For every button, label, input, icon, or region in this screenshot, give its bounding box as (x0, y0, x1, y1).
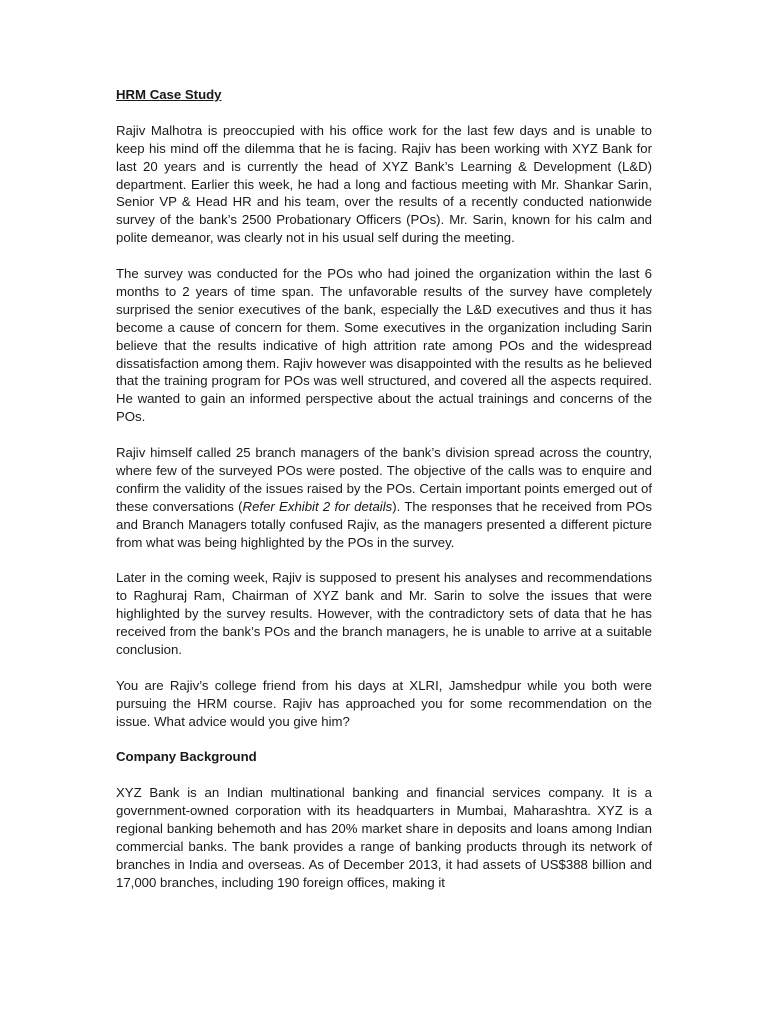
paragraph-advice: You are Rajiv’s college friend from his days at XLRI, Jamshedpur while you both were pursuing the HRM course. Rajiv has approached you for some recommendation on the issue. What advice would you give him? (116, 677, 652, 729)
section-heading-company-background: Company Background (116, 749, 257, 765)
paragraph-branch-managers (116, 444, 652, 551)
paragraph-presentation: Later in the coming week, Rajiv is supposed to present his analyses and recommendations to Raghuraj Ram, Chairman of XYZ bank and Mr. Sarin to solve the issues that were highlighted by the survey results. However, with the contradictory sets of data that he has received from the bank’s POs and the branch managers, he is unable to arrive at a suitable conclusion. (116, 570, 652, 658)
paragraph-company-background: XYZ Bank is an Indian multinational banking and financial services company. It is a government-owned corporation with its headquarters in Mumbai, Maharashtra. XYZ is a regional banking behemoth and has 20% market share in deposits and loans among Indian commercial banks. The bank provides a range of banking products through its network of branches in India and overseas. As of December 2013, it had assets of US$388 billion and 17,000 branches, including 190 foreign offices, making it (116, 785, 652, 890)
paragraph-branch-managers-text-1: Rajiv himself called 25 branch managers of the bank’s division spread across the country, where few of the surveyed POs were posted. The objective of the calls was to enquire and confirm the validity of the issues raised by the POs. Certain important points emerged out of these conversations ( (116, 445, 652, 514)
paragraph-intro: Rajiv Malhotra is preoccupied with his office work for the last few days and is unable to keep his mind off the dilemma that he is facing. Rajiv has been working with XYZ Bank for last 20 years and is currently the head of XYZ Bank’s Learning & Development (L&D) department. Earlier this week, he had a long and factious meeting with Mr. Shankar Sarin, Senior VP & Head HR and his team, over the results of a recently conducted nationwide survey of the bank’s 2500 Probationary Officers (POs). Mr. Sarin, known for his calm and polite demeanor, was clearly not in his usual self during the meeting. (116, 122, 652, 246)
document-title: HRM Case Study (116, 87, 222, 102)
paragraph-survey: The survey was conducted for the POs who had joined the organization within the last 6 months to 2 years of time span. The unfavorable results of the survey have completely surprised the senior executives of the bank, especially the L&D executives and thus it has become a cause of concern for them. Some executives in the organization including Sarin believe that the results indicative of high attrition rate among POs and the widespread dissatisfaction among them. Rajiv however was disappointed with the results as he believed that the training program for POs was well structured, and covered all the aspects required. He wanted to gain an informed perspective about the actual trainings and concerns of the POs. (116, 266, 652, 425)
paragraph-branch-managers-text-2: ). The responses that he received from POs and Branch Managers totally confused Rajiv, as the managers presented a different picture from what was being highlighted by the POs in the survey. (116, 498, 652, 550)
document-body (116, 86, 652, 910)
exhibit-reference: Refer Exhibit 2 for details (242, 498, 393, 514)
